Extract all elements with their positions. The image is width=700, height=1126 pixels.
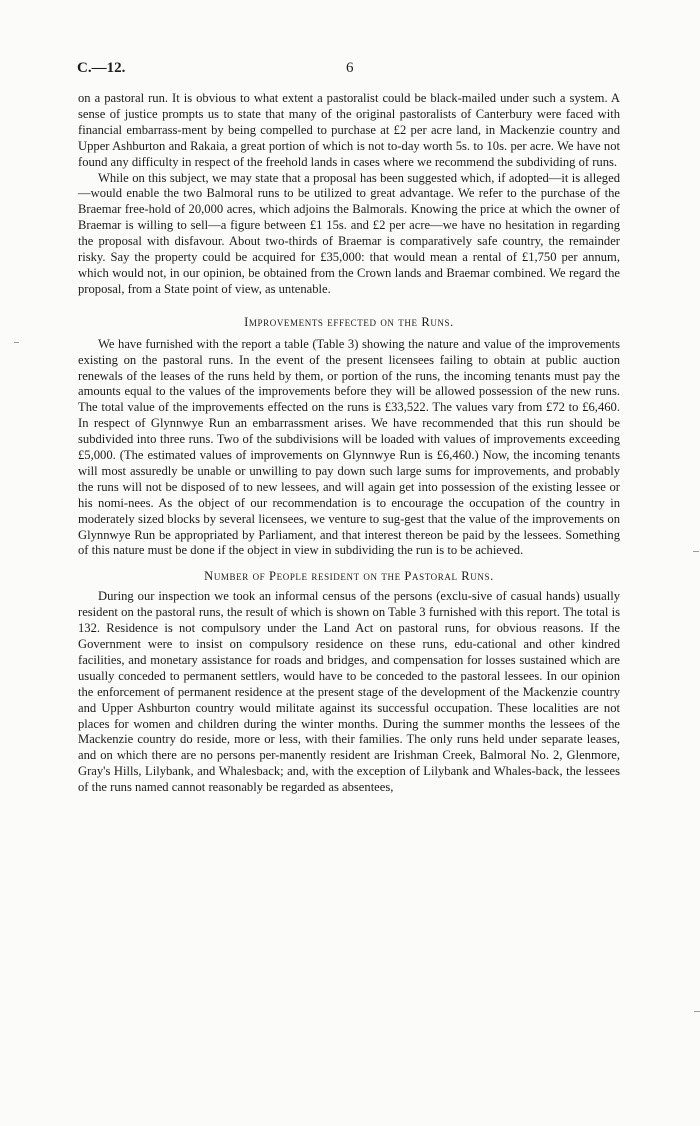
paragraph-braemar-proposal: While on this subject, we may state that a proposal has been suggested which, if adopted—it is alleged—would enable the two Balmoral runs to be utilized to great advantage. We refer to the purchase of the Braemar free-hold of 20,000 acres, which adjoins the Balmorals. Knowing the price at which the owner of Braemar is willing to sell—a figure between £1 15s. and £2 per acre—we have no hesitation in regarding the proposal with disfavour. About two-thirds of Braemar is comparatively safe country, the remainder risky. Say the property could be acquired for £35,000: that would mean a rental of £1,750 per annum, which would not, in our opinion, be obtained from the Crown lands and Braemar combined. We regard the proposal, from a State point of view, as untenable. xyxy=(78,170,620,296)
section-heading-residents: Number of People resident on the Pastoral Runs. xyxy=(204,569,494,584)
paragraph-continuation: on a pastoral run. It is obvious to what extent a pastoralist could be black-mailed under such a system. A sense of justice prompts us to state that many of the original pastoralists of Canterbury were faced with financial embarrass-ment by being compelled to purchase at £2 per acre land, in Mackenzie country and Upper Ashburton and Rakaia, a great portion of which is not to-day worth 5s. to 10s. per acre. We have not found any difficulty in respect of the freehold lands in cases where we recommend the subdividing of runs. xyxy=(78,91,620,169)
page-header xyxy=(77,60,622,82)
section-heading-improvements: Improvements effected on the Runs. xyxy=(244,314,454,329)
margin-mark xyxy=(694,1011,700,1012)
margin-mark xyxy=(693,551,699,552)
document-reference: C.—12. xyxy=(77,60,126,76)
paragraph-residents: During our inspection we took an informal census of the persons (exclu-sive of casual hands) usually resident on the pastoral runs, the result of which is shown on Table 3 furnished with this report. The total is 132. Residence is not compulsory under the Land Act on pastoral runs, for obvious reasons. If the Government were to insist on compulsory residence on these runs, edu-cational and other kindred facilities, and monetary assistance for roads and bridges, and compensation for losses sustained which are usually conceded to permanent settlers, would have to be conceded to the pastoral lessees. In our opinion the enforcement of permanent residence at the present stage of the development of the Mackenzie country and Upper Ashburton country would militate against its successful occupation. These localities are not places for women and children during the winter months. During the summer months the lessees of the Mackenzie country do reside, more or less, with their families. The only runs held under separate leases, and on which there are no persons per-manently resident are Irishman Creek, Balmoral No. 2, Glenmore, Gray's Hills, Lilybank, and Whalesback; and, with the exception of Lilybank and Whales-back, the lessees of the runs named cannot reasonably be regarded as absentees, xyxy=(78,589,620,795)
margin-mark xyxy=(14,342,19,343)
page-number: 6 xyxy=(346,60,354,76)
paragraph-improvements: We have furnished with the report a table (Table 3) showing the nature and value of the improvements existing on the pastoral runs. In the event of the present licensees failing to obtain at public auction renewals of the leases of the runs held by them, or portion of the runs, the incoming tenants must pay the amounts equal to the values of the improvements before they will be allowed possession of the new runs. The total value of the improvements effected on the runs is £33,522. The values vary from £72 to £6,460. In respect of Glynnwye Run an embarrassment arises. We have recommended that this run should be subdivided into three runs. Two of the subdivisions will be loaded with values of improvements exceeding £5,000. (The estimated values of improvements on Glynnwye Run is £6,460.) Now, the incoming tenants will most assuredly be unable or unwilling to pay down such large sums for improvements, and probably the runs will not be disposed of to new lessees, and will again get into possession of the existing lessee or his nomi-nees. As the object of our recommendation is to encourage the occupation of the country in moderately sized blocks by several licensees, we venture to sug-gest that the value of the improvements on Glynnwye Run be appropriated by Parliament, and that interest thereon be paid by the lessees. Something of this nature must be done if the object in view in subdividing the run is to be achieved. xyxy=(78,336,620,558)
page-body xyxy=(78,91,620,796)
